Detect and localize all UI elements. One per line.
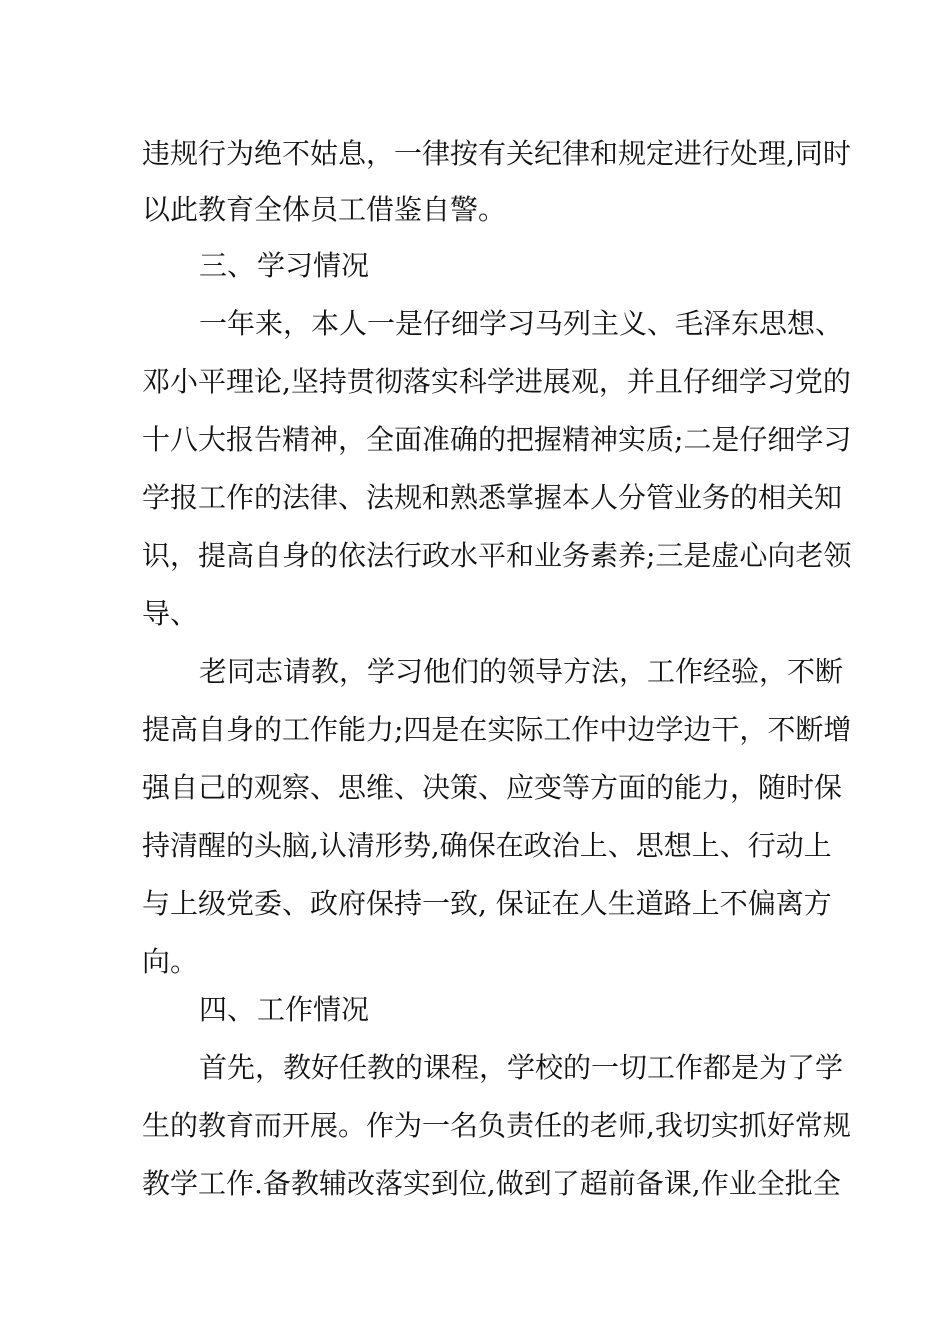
section-title: 学习情况 [257, 249, 370, 282]
paragraph-line: 老同志请教，学习他们的领导方法，工作经验，不断 [199, 655, 844, 688]
paragraph-line: 识，提高自身的依法行政水平和业务素养;三是虚心向老领 [142, 539, 852, 572]
section-title: 工作情况 [257, 993, 370, 1026]
paragraph-line: 持清醒的头脑,认清形势,确保在政治上、思想上、行动上 [142, 829, 832, 862]
paragraph-line: 向。 [142, 945, 199, 978]
paragraph-line: 教学工作.备教辅改落实到位,做到了超前备课,作业全批全 [142, 1167, 841, 1200]
paragraph-line: 一年来，本人一是仔细学习马列主义、毛泽东思想、 [199, 307, 844, 340]
section-heading-3 [199, 246, 369, 286]
paragraph-line: 强自己的观察、思维、决策、应变等方面的能力，随时保 [142, 771, 843, 804]
paragraph-line: 导、 [142, 597, 199, 630]
paragraph-line: 以此教育全体员工借鉴自警。 [142, 193, 507, 226]
paragraph-line: 违规行为绝不姑息，一律按有关纪律和规定进行处理,同时 [142, 137, 851, 170]
section-number: 四、 [199, 993, 256, 1026]
section-number: 三、 [199, 249, 256, 282]
paragraph-line: 首先，教好任教的课程，学校的一切工作都是为了学 [199, 1051, 844, 1084]
section-heading-4 [199, 990, 369, 1030]
paragraph-line: 与上级党委、政府保持一致, 保证在人生道路上不偏离方 [142, 887, 832, 920]
paragraph-line: 学报工作的法律、法规和熟悉掌握本人分管业务的相关知 [142, 481, 843, 514]
paragraph-line: 邓小平理论,坚持贯彻落实科学进展观，并且仔细学习党的 [142, 365, 851, 398]
paragraph-line: 提高自身的工作能力;四是在实际工作中边学边干，不断增 [142, 713, 852, 746]
paragraph-line: 生的教育而开展。作为一名负责任的老师,我切实抓好常规 [142, 1109, 851, 1142]
paragraph-line: 十八大报告精神，全面准确的把握精神实质;二是仔细学习 [142, 423, 852, 456]
